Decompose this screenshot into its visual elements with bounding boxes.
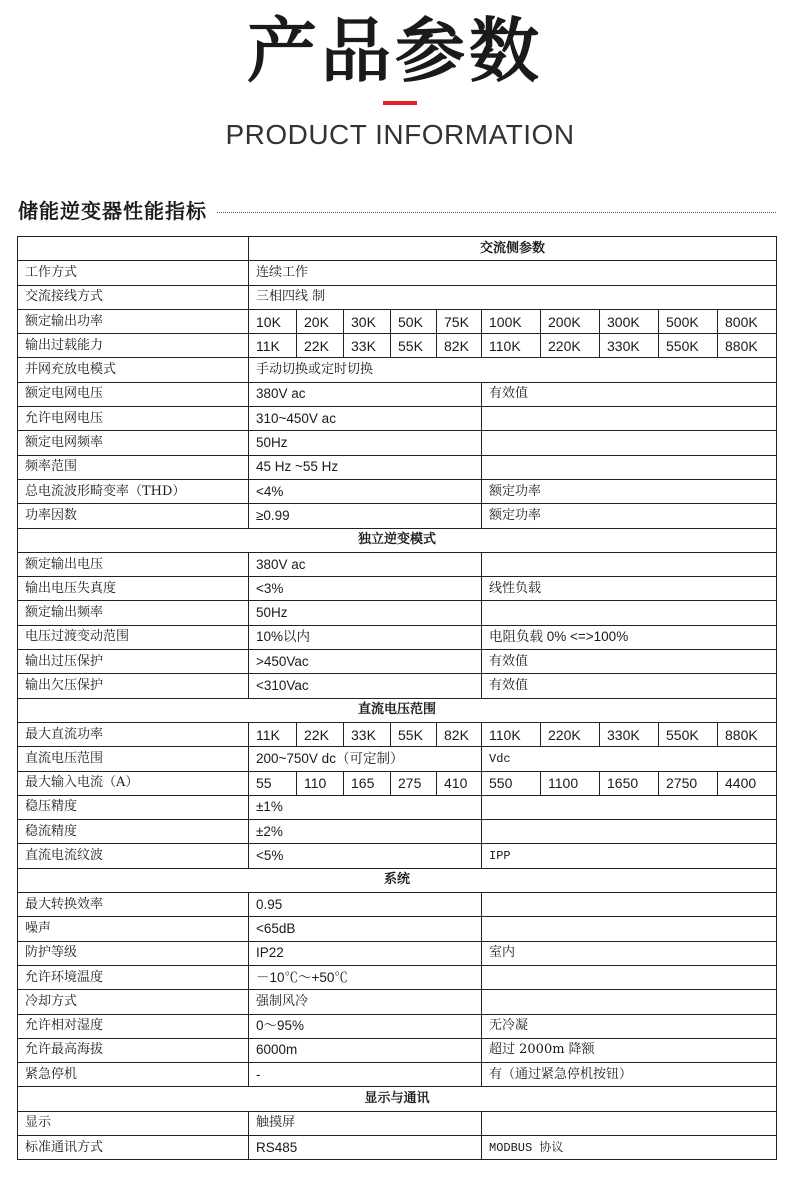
row-label: 允许电网电压 [18, 407, 249, 431]
table-row [18, 285, 777, 309]
power-cell: 30K [344, 309, 391, 333]
row-label: 输出电压失真度 [18, 577, 249, 601]
table-row [18, 674, 777, 698]
table-row [18, 965, 777, 989]
table-row [18, 1063, 777, 1087]
row-note: 有（通过紧急停机按钮） [482, 1063, 777, 1087]
row-note [482, 820, 777, 844]
row-note [482, 990, 777, 1014]
table-row [18, 504, 777, 528]
dc-power-cell: 220K [541, 722, 600, 746]
row-value: 0.95 [249, 893, 482, 917]
row-label: 允许相对湿度 [18, 1014, 249, 1038]
table-row [18, 698, 777, 722]
row-label: 紧急停机 [18, 1063, 249, 1087]
dc-power-cell: 11K [249, 722, 297, 746]
row-label: 输出欠压保护 [18, 674, 249, 698]
row-value: 50Hz [249, 601, 482, 625]
dc-current-cell: 4400 [718, 771, 777, 795]
table-row [18, 334, 777, 358]
dc-current-cell: 1650 [600, 771, 659, 795]
row-label: 允许环境温度 [18, 965, 249, 989]
overload-cell: 330K [600, 334, 659, 358]
row-note: 电阻负载 0% <=>100% [482, 625, 777, 649]
row-value: ±1% [249, 795, 482, 819]
row-label: 额定输出频率 [18, 601, 249, 625]
table-row [18, 358, 777, 382]
row-label: 最大输入电流（A） [18, 771, 249, 795]
row-note: 有效值 [482, 674, 777, 698]
row-note: 有效值 [482, 650, 777, 674]
row-label: 额定电网电压 [18, 382, 249, 406]
table-row [18, 990, 777, 1014]
row-note [482, 552, 777, 576]
power-cell: 200K [541, 309, 600, 333]
table-row [18, 455, 777, 479]
title-accent-line [383, 101, 417, 105]
page-title: 产品参数 [247, 10, 543, 92]
table-row [18, 1135, 777, 1159]
table-row [18, 771, 777, 795]
row-label: 频率范围 [18, 455, 249, 479]
table-row [18, 650, 777, 674]
row-value: 触摸屏 [249, 1111, 482, 1135]
power-cell: 75K [437, 309, 482, 333]
dc-current-cell: 1100 [541, 771, 600, 795]
section-header-island: 独立逆变模式 [18, 528, 777, 552]
overload-cell: 33K [344, 334, 391, 358]
row-note [482, 795, 777, 819]
row-value: 手动切换或定时切换 [249, 358, 777, 382]
table-row [18, 820, 777, 844]
table-row [18, 625, 777, 649]
row-note: IPP [482, 844, 777, 868]
page-subtitle: PRODUCT INFORMATION [225, 119, 575, 150]
dc-current-cell: 2750 [659, 771, 718, 795]
table-row [18, 1038, 777, 1062]
table-row [18, 261, 777, 285]
dc-power-cell: 55K [391, 722, 437, 746]
dc-power-cell: 33K [344, 722, 391, 746]
row-value: 三相四线 制 [249, 285, 777, 309]
row-label: 额定输出功率 [18, 309, 249, 333]
section-header-system: 系统 [18, 868, 777, 892]
row-value: <65dB [249, 917, 482, 941]
spec-table [17, 236, 777, 1160]
table-row [18, 528, 777, 552]
table-row [18, 382, 777, 406]
row-label: 稳流精度 [18, 820, 249, 844]
row-value: RS485 [249, 1135, 482, 1159]
section-header-display: 显示与通讯 [18, 1087, 777, 1111]
row-label: 最大直流功率 [18, 722, 249, 746]
row-note [482, 407, 777, 431]
row-note: 室内 [482, 941, 777, 965]
table-row [18, 722, 777, 746]
overload-cell: 11K [249, 334, 297, 358]
table-row [18, 309, 777, 333]
row-label: 额定输出电压 [18, 552, 249, 576]
row-note: 超过 2000m 降额 [482, 1038, 777, 1062]
row-label: 显示 [18, 1111, 249, 1135]
row-value: ±2% [249, 820, 482, 844]
row-note [482, 965, 777, 989]
power-cell: 800K [718, 309, 777, 333]
row-note: MODBUS 协议 [482, 1135, 777, 1159]
row-value: <5% [249, 844, 482, 868]
table-row [18, 577, 777, 601]
row-value: >450Vac [249, 650, 482, 674]
power-cell: 500K [659, 309, 718, 333]
section-header [18, 193, 776, 225]
dc-current-cell: 410 [437, 771, 482, 795]
row-value: 200~750V dc（可定制） [249, 747, 482, 771]
table-row [18, 237, 777, 261]
row-note: 无冷凝 [482, 1014, 777, 1038]
table-row [18, 795, 777, 819]
row-value: 50Hz [249, 431, 482, 455]
table-row [18, 747, 777, 771]
power-cell: 20K [297, 309, 344, 333]
section-header-dc: 直流电压范围 [18, 698, 777, 722]
row-value: 连续工作 [249, 261, 777, 285]
overload-cell: 22K [297, 334, 344, 358]
section-header-ac: 交流侧参数 [249, 237, 777, 261]
row-value: －10℃～+50℃ [249, 965, 482, 989]
row-label: 总电流波形畸变率（THD） [18, 479, 249, 503]
dc-power-cell: 330K [600, 722, 659, 746]
dc-current-cell: 550 [482, 771, 541, 795]
row-value: 6000m [249, 1038, 482, 1062]
table-row [18, 893, 777, 917]
dc-current-cell: 275 [391, 771, 437, 795]
row-label: 并网充放电模式 [18, 358, 249, 382]
table-row [18, 917, 777, 941]
overload-cell: 220K [541, 334, 600, 358]
dc-power-cell: 22K [297, 722, 344, 746]
row-label: 电压过渡变动范围 [18, 625, 249, 649]
dc-current-cell: 165 [344, 771, 391, 795]
row-note: 有效值 [482, 382, 777, 406]
row-note [482, 917, 777, 941]
row-note: 线性负载 [482, 577, 777, 601]
row-label: 功率因数 [18, 504, 249, 528]
row-value: 380V ac [249, 552, 482, 576]
row-label: 噪声 [18, 917, 249, 941]
section-title: 储能逆变器性能指标 [18, 198, 207, 223]
row-note: Vdc [482, 747, 777, 771]
row-label: 交流接线方式 [18, 285, 249, 309]
row-value: IP22 [249, 941, 482, 965]
row-label: 直流电流纹波 [18, 844, 249, 868]
overload-cell: 550K [659, 334, 718, 358]
overload-cell: 110K [482, 334, 541, 358]
table-row [18, 479, 777, 503]
row-value: 310~450V ac [249, 407, 482, 431]
row-value: 45 Hz ~55 Hz [249, 455, 482, 479]
power-cell: 300K [600, 309, 659, 333]
row-label: 冷却方式 [18, 990, 249, 1014]
row-value: - [249, 1063, 482, 1087]
dc-current-cell: 55 [249, 771, 297, 795]
row-note [482, 601, 777, 625]
dc-power-cell: 82K [437, 722, 482, 746]
table-row [18, 1087, 777, 1111]
row-value: <310Vac [249, 674, 482, 698]
table-row [18, 1111, 777, 1135]
overload-cell: 880K [718, 334, 777, 358]
dc-power-cell: 110K [482, 722, 541, 746]
row-label: 输出过载能力 [18, 334, 249, 358]
row-label: 稳压精度 [18, 795, 249, 819]
dc-current-cell: 110 [297, 771, 344, 795]
row-value: 10%以内 [249, 625, 482, 649]
row-label: 最大转换效率 [18, 893, 249, 917]
row-label: 输出过压保护 [18, 650, 249, 674]
row-label: 标准通讯方式 [18, 1135, 249, 1159]
table-row [18, 431, 777, 455]
row-value: 380V ac [249, 382, 482, 406]
dotted-divider [217, 212, 776, 213]
row-label: 允许最高海拔 [18, 1038, 249, 1062]
row-value: <4% [249, 479, 482, 503]
table-row [18, 868, 777, 892]
row-label: 防护等级 [18, 941, 249, 965]
overload-cell: 82K [437, 334, 482, 358]
row-note [482, 1111, 777, 1135]
table-row [18, 844, 777, 868]
row-label: 直流电压范围 [18, 747, 249, 771]
power-cell: 100K [482, 309, 541, 333]
row-note: 额定功率 [482, 479, 777, 503]
row-value: 强制风冷 [249, 990, 482, 1014]
row-value: 0～95% [249, 1014, 482, 1038]
table-row [18, 407, 777, 431]
row-label: 工作方式 [18, 261, 249, 285]
power-cell: 10K [249, 309, 297, 333]
dc-power-cell: 550K [659, 722, 718, 746]
dc-power-cell: 880K [718, 722, 777, 746]
table-row [18, 601, 777, 625]
table-row [18, 552, 777, 576]
row-value: <3% [249, 577, 482, 601]
row-note [482, 893, 777, 917]
row-note: 额定功率 [482, 504, 777, 528]
overload-cell: 55K [391, 334, 437, 358]
row-note [482, 431, 777, 455]
table-row [18, 1014, 777, 1038]
row-note [482, 455, 777, 479]
row-label: 额定电网频率 [18, 431, 249, 455]
table-row [18, 941, 777, 965]
row-value: ≥0.99 [249, 504, 482, 528]
power-cell: 50K [391, 309, 437, 333]
